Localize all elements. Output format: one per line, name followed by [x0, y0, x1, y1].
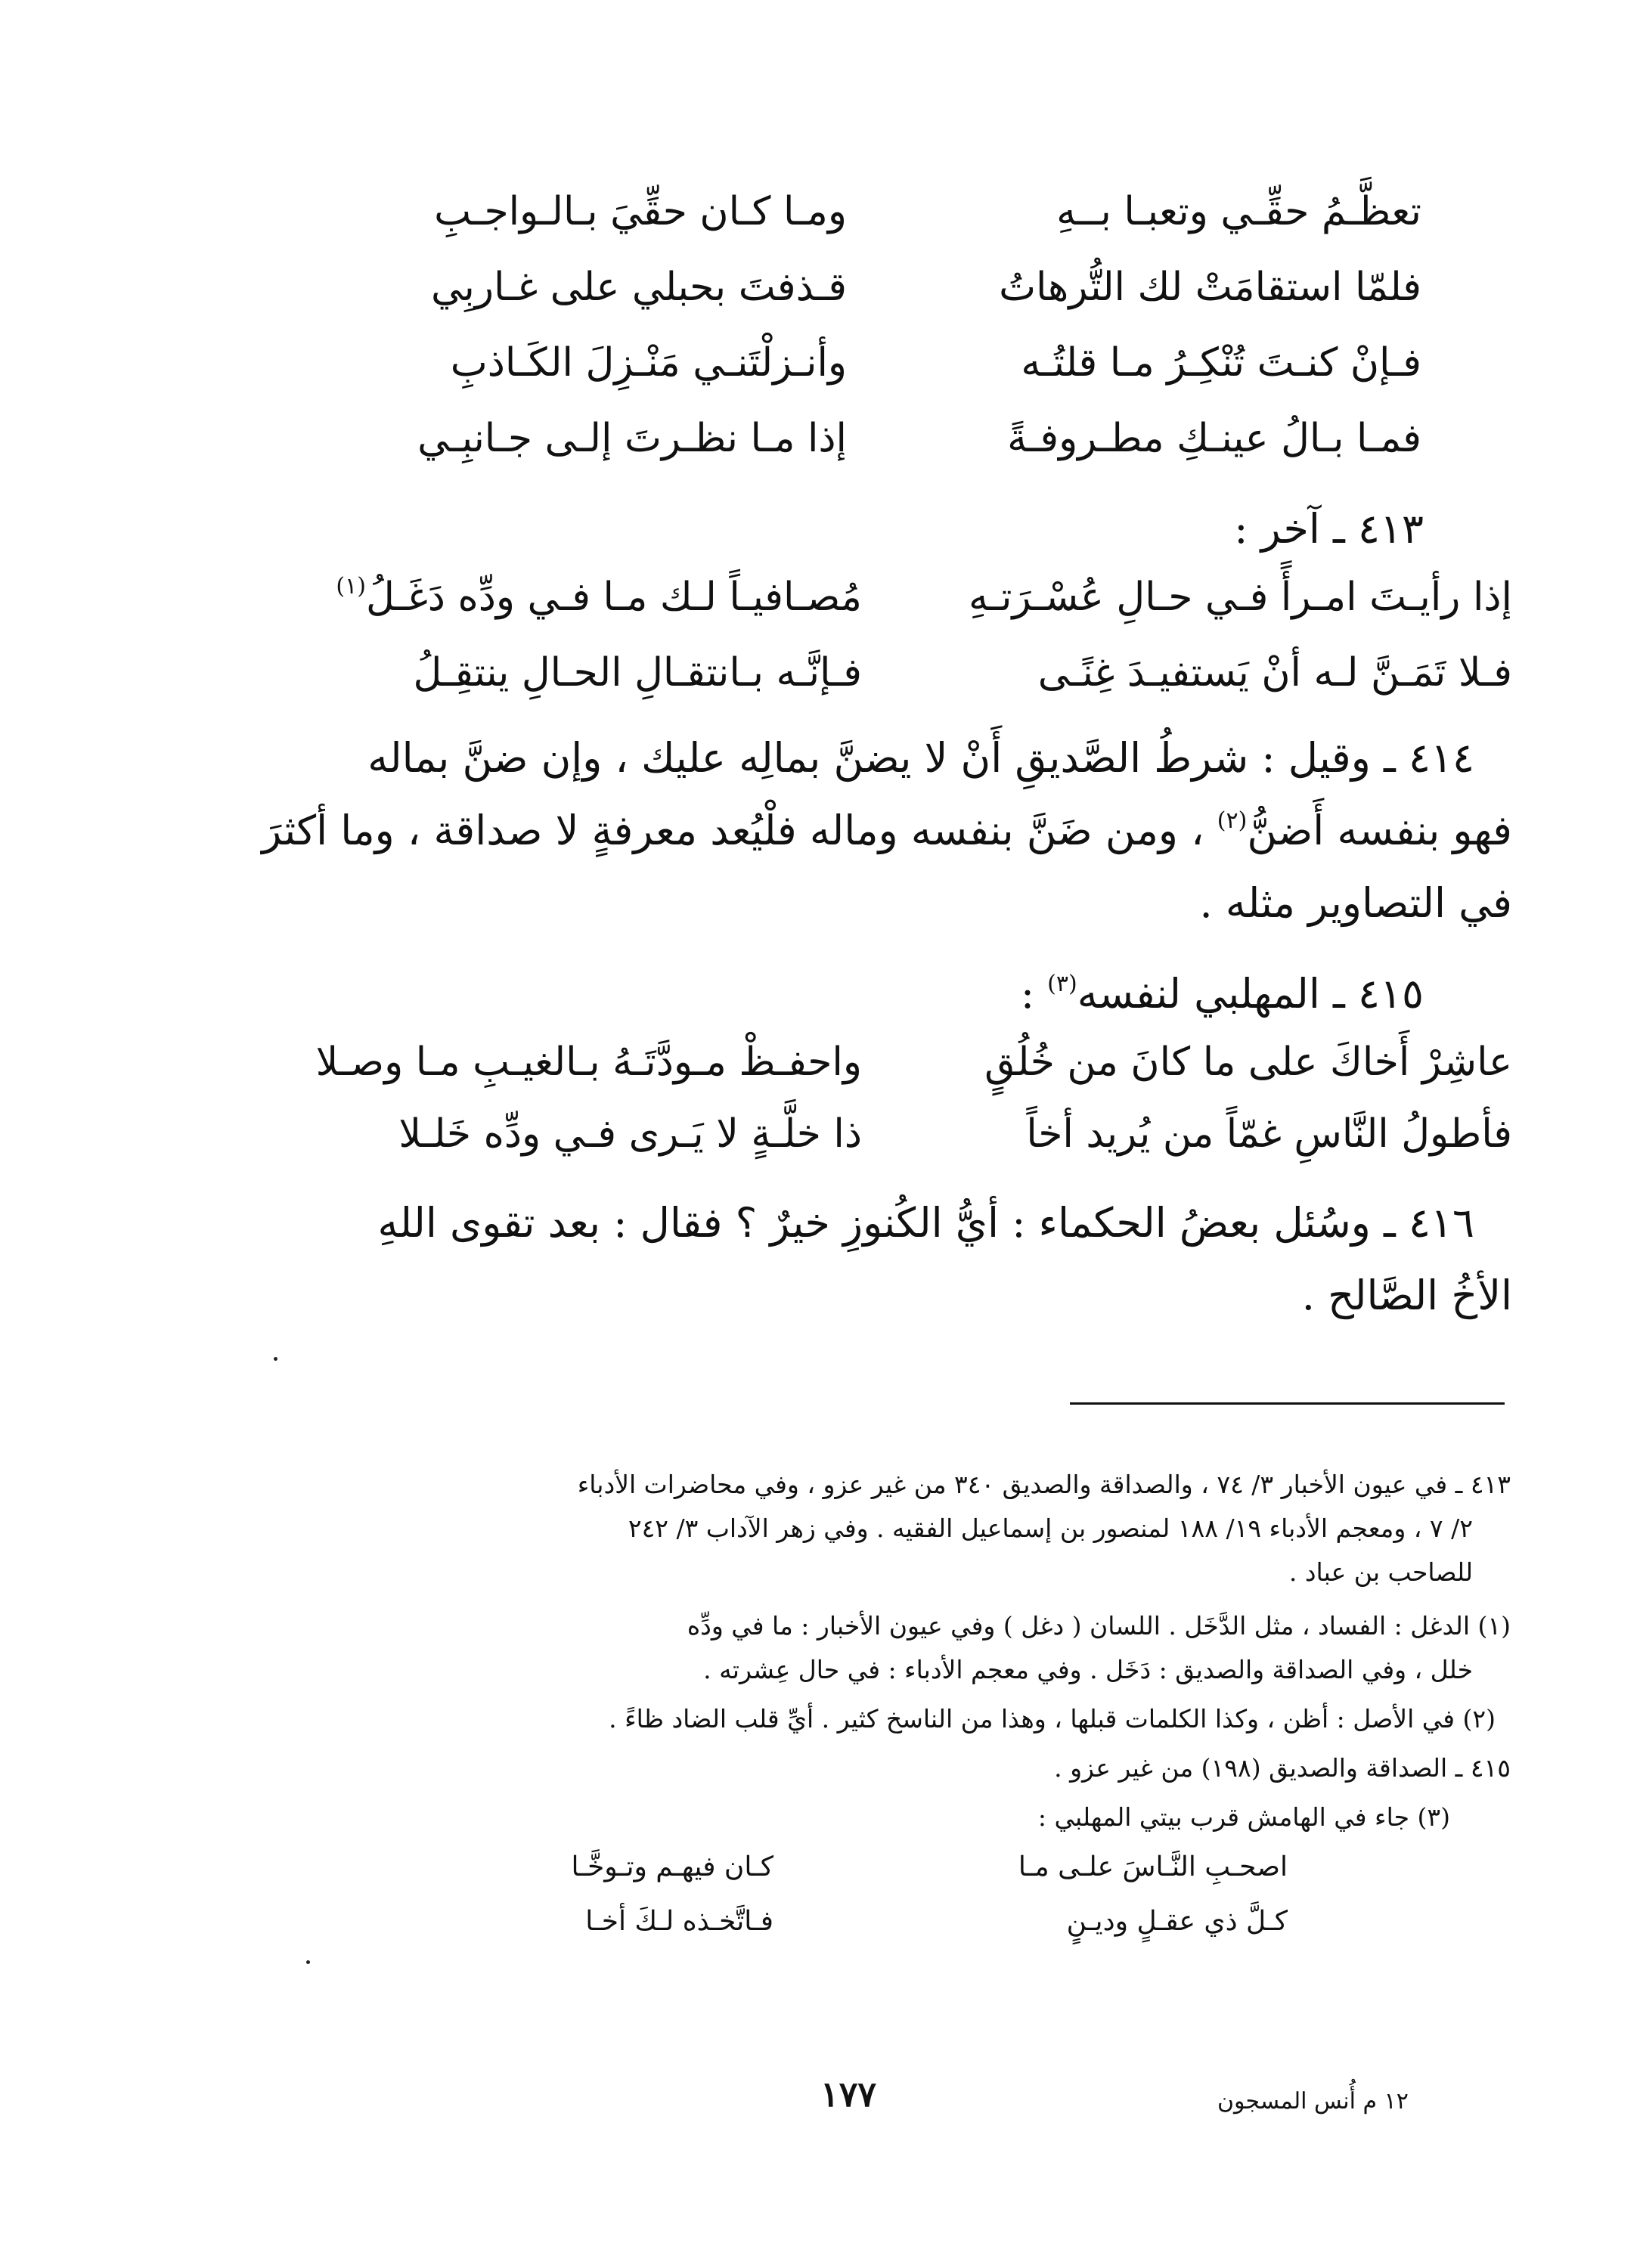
- verse-first-hemistich: اصحـبِ النَّـاسَ علـى مـا: [1018, 1851, 1288, 1882]
- verse: [348, 253, 1421, 321]
- verse-first-hemistich: كـلَّ ذي عقـلٍ وديـنٍ: [1066, 1906, 1288, 1937]
- verse-second-hemistich: [242, 563, 862, 631]
- footnote-verse: [343, 1845, 1288, 1890]
- verse: [348, 404, 1421, 472]
- item-413-heading: ٤١٣ ـ آخر :: [1234, 505, 1424, 553]
- paragraph-line: ٤١٦ ـ وسُئل بعضُ الحكماء : أيُّ الكُنوزِ خيرٌ ؟ فقال : بعد تقوى اللهِ: [377, 1199, 1474, 1247]
- verse-text: مُصـافيـاً لـك مـا فـي ودِّه دَغَـلُ: [365, 575, 862, 620]
- verse-second-hemistich: فـإنَّـه بـانتقـالِ الحـالِ ينتقِـلُ: [413, 650, 862, 696]
- heading-colon: :: [1020, 970, 1048, 1018]
- footnote-line: خلل ، وفي الصداقة والصديق : دَخَل . وفي معجم الأدباء : في حال عِشرته .: [703, 1655, 1473, 1684]
- speck: [274, 1357, 277, 1361]
- verse-second-hemistich: وأنـزلْتَنـي مَنْـزِلَ الكَـاذبِ: [450, 340, 847, 386]
- footnote-line: (١) الدغل : الفساد ، مثل الدَّخَل . اللسان ( دغل ) وفي عيون الأخبار : ما في ودِّه: [687, 1611, 1511, 1641]
- verse-first-hemistich: فلمّا استقامَتْ لك التُّرهاتُ: [999, 265, 1421, 310]
- verse-second-hemistich: ومـا كـان حقِّيَ بـالـواجـبِ: [434, 189, 847, 234]
- verse-first-hemistich: عاشِرْ أَخاكَ على ما كانَ من خُلُقٍ: [984, 1040, 1512, 1085]
- paragraph-text: فهو بنفسه أَضنُّ: [1247, 807, 1512, 854]
- verse: [348, 329, 1421, 397]
- verse-second-hemistich: واحفـظْ مـودَّتَـهُ بـالغيـبِ مـا وصـلا: [315, 1040, 862, 1085]
- footnote-marker: (٢): [1217, 807, 1248, 834]
- verse: [242, 1100, 1512, 1168]
- heading-text: ٤١٥ ـ المهلبي لنفسه: [1077, 970, 1424, 1018]
- verse-first-hemistich: فـإنْ كنـتَ تُنْكِـرُ مـا قلتُـه: [1021, 340, 1421, 386]
- paragraph-line: ٤١٤ ـ وقيل : شرطُ الصَّديقِ أَنْ لا يضنَّ بمالِه عليك ، وإن ضنَّ بماله: [367, 734, 1474, 782]
- footnote-line: (٢) في الأصل : أظن ، وكذا الكلمات قبلها ، وهذا من الناسخ كثير . أيِّ قلب الضاد ظاءً .: [609, 1704, 1496, 1734]
- item-416-paragraph: [242, 1187, 1512, 1332]
- footnote-marker: (١): [336, 573, 366, 600]
- verse: [348, 178, 1421, 246]
- verse-second-hemistich: ذا خلَّـةٍ لا يَـرى فـي ودِّه خَلـلا: [398, 1111, 862, 1157]
- footnote-line: ٤١٣ ـ في عيون الأخبار ٣/ ٧٤ ، والصداقة والصديق ٣٤٠ من غير عزو ، وفي محاضرات الأدباء: [577, 1470, 1511, 1499]
- verse-first-hemistich: تعظَّـمُ حقِّـي وتعبـا بــهِ: [1056, 189, 1421, 234]
- page-number: ١٧٧: [820, 2074, 877, 2115]
- footnote-divider: [1070, 1402, 1505, 1405]
- verse-second-hemistich: فـاتَّخـذه لـكَ أخـا: [585, 1906, 773, 1937]
- footnote-line: للصاحب بن عباد .: [1288, 1557, 1473, 1587]
- signature-mark: ١٢ م أُنس المسجون: [1217, 2088, 1409, 2115]
- verse-second-hemistich: إذا مـا نظـرتَ إلـى جـانبِـي: [417, 416, 847, 461]
- verse-first-hemistich: فـلا تَمَـنَّ لـه أنْ يَستفيـدَ غِنًـى: [1037, 650, 1512, 696]
- item-415-heading: [1021, 960, 1424, 1028]
- verse-first-hemistich: إذا رأيـتَ امـرأً فـي حـالِ عُسْـرَتـهِ: [968, 575, 1512, 620]
- verse-second-hemistich: كـان فيهـم وتـوخَّـا: [571, 1851, 773, 1882]
- verse: [242, 639, 1512, 707]
- paragraph-line: في التصاوير مثله .: [1199, 879, 1512, 927]
- verse: [242, 563, 1512, 631]
- verse: [242, 1028, 1512, 1096]
- verse-first-hemistich: فمـا بـالُ عينـكِ مطـروفـةً: [1007, 416, 1421, 461]
- footnote-line: ٤١٥ ـ الصداقة والصديق (١٩٨) من غير عزو .: [1054, 1753, 1511, 1783]
- speck: [306, 1960, 310, 1964]
- footnote-line: (٣) جاء في الهامش قرب بيتي المهلبي :: [1037, 1802, 1450, 1832]
- footnote-line: ٢/ ٧ ، ومعجم الأدباء ١٩/ ١٨٨ لمنصور بن إسماعيل الفقيه . وفي زهر الآداب ٣/ ٢٤٢: [628, 1514, 1473, 1543]
- paragraph-line: [242, 795, 1512, 867]
- item-414-paragraph: [242, 722, 1512, 940]
- verse-second-hemistich: قـذفتَ بحبلي على غـاربِي: [431, 265, 847, 310]
- paragraph-line: الأخُ الصَّالح .: [1301, 1272, 1512, 1319]
- footnote-marker: (٣): [1047, 971, 1077, 997]
- paragraph-text: ، ومن ضَنَّ بنفسه وماله فلْيُعد معرفةٍ لا صداقة ، وما أكثرَ: [262, 807, 1217, 854]
- footnote-verse: [343, 1899, 1288, 1944]
- verse-first-hemistich: فأطولُ النَّاسِ غمّاً من يُريد أخاً: [1026, 1111, 1512, 1157]
